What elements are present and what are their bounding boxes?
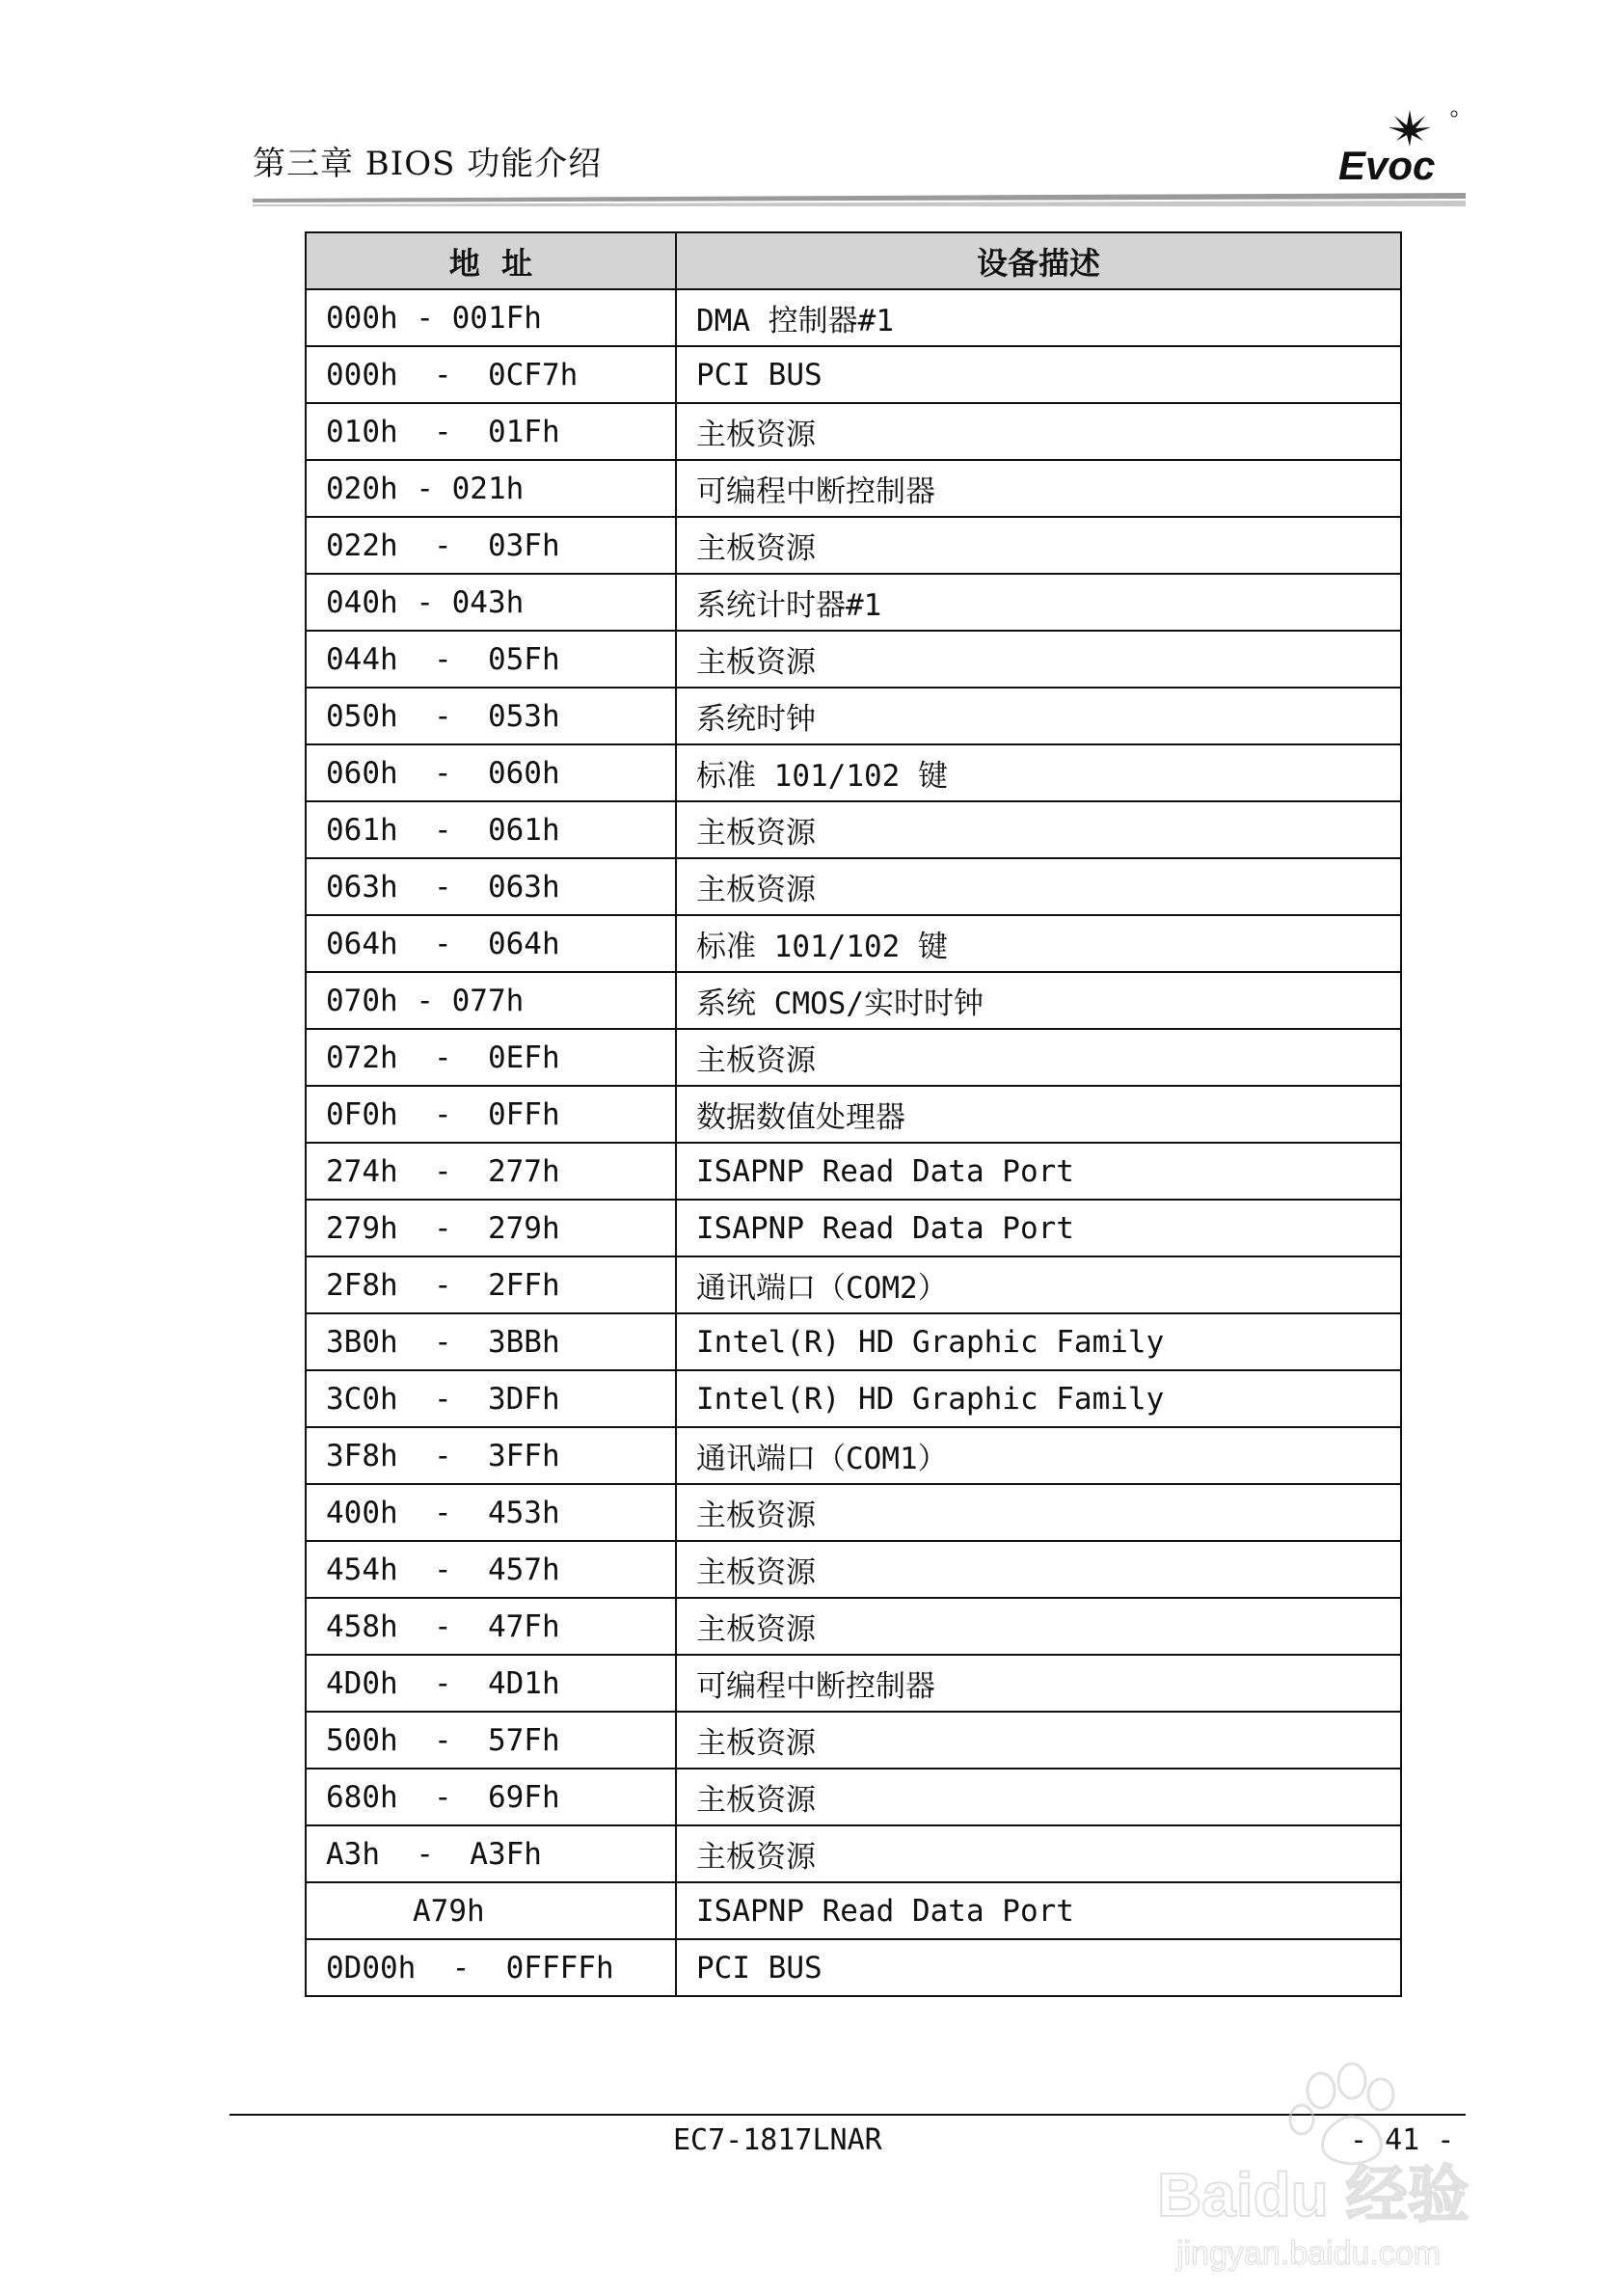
table-row — [306, 801, 1401, 858]
table-row — [306, 1427, 1401, 1484]
table-header-row — [306, 232, 1401, 289]
device-cell: 主板资源 — [676, 1769, 1401, 1825]
address-cell: 500h - 57Fh — [306, 1712, 676, 1769]
table-row — [306, 1712, 1401, 1769]
table-row — [306, 744, 1401, 801]
header-rule — [253, 193, 1466, 208]
table-row — [306, 1484, 1401, 1541]
chapter-title: 第三章 BIOS 功能介绍 — [253, 145, 603, 183]
device-cell: 可编程中断控制器 — [676, 1655, 1401, 1712]
address-cell: 061h - 061h — [306, 801, 676, 858]
footer-model: EC7-1817LNAR — [673, 2123, 882, 2157]
table-row — [306, 1769, 1401, 1825]
device-cell: 主板资源 — [676, 1029, 1401, 1086]
device-cell: 系统 CMOS/实时时钟 — [676, 972, 1401, 1029]
device-cell: 可编程中断控制器 — [676, 460, 1401, 517]
address-cell: 060h - 060h — [306, 744, 676, 801]
device-cell: 主板资源 — [676, 1598, 1401, 1655]
device-cell: ISAPNP Read Data Port — [676, 1143, 1401, 1200]
address-cell: 022h - 03Fh — [306, 517, 676, 574]
device-cell: 标准 101/102 键 — [676, 744, 1401, 801]
device-cell: 主板资源 — [676, 1484, 1401, 1541]
device-cell: 系统计时器#1 — [676, 574, 1401, 631]
address-cell: 000h - 0CF7h — [306, 346, 676, 403]
address-cell: 4D0h - 4D1h — [306, 1655, 676, 1712]
device-cell: 主板资源 — [676, 1712, 1401, 1769]
table-row — [306, 631, 1401, 688]
address-cell: A79h — [306, 1882, 676, 1939]
table-row — [306, 289, 1401, 346]
address-cell: 3F8h - 3FFh — [306, 1427, 676, 1484]
page-number: - 41 - — [1350, 2123, 1455, 2157]
svg-text:Evoc: Evoc — [1338, 143, 1436, 185]
table-row — [306, 1143, 1401, 1200]
address-cell: 070h - 077h — [306, 972, 676, 1029]
address-cell: 458h - 47Fh — [306, 1598, 676, 1655]
device-cell: 主板资源 — [676, 1541, 1401, 1598]
table-row — [306, 1029, 1401, 1086]
device-cell: PCI BUS — [676, 346, 1401, 403]
address-cell: 279h - 279h — [306, 1200, 676, 1256]
table-row — [306, 1825, 1401, 1882]
table-row — [306, 1882, 1401, 1939]
address-cell: A3h - A3Fh — [306, 1825, 676, 1882]
table-row — [306, 972, 1401, 1029]
table-row — [306, 688, 1401, 744]
table-row — [306, 460, 1401, 517]
address-cell: 274h - 277h — [306, 1143, 676, 1200]
header-address: 地 址 — [306, 232, 676, 289]
device-cell: 主板资源 — [676, 858, 1401, 915]
address-cell: 020h - 021h — [306, 460, 676, 517]
header-device: 设备描述 — [676, 232, 1401, 289]
device-cell: 主板资源 — [676, 403, 1401, 460]
table-row — [306, 1086, 1401, 1143]
device-cell: 通讯端口（COM1） — [676, 1427, 1401, 1484]
table-row — [306, 1598, 1401, 1655]
address-cell: 454h - 457h — [306, 1541, 676, 1598]
device-cell: 数据数值处理器 — [676, 1086, 1401, 1143]
device-cell: 主板资源 — [676, 631, 1401, 688]
device-cell: DMA 控制器#1 — [676, 289, 1401, 346]
device-cell: ISAPNP Read Data Port — [676, 1882, 1401, 1939]
address-cell: 0F0h - 0FFh — [306, 1086, 676, 1143]
device-cell: 标准 101/102 键 — [676, 915, 1401, 972]
address-cell: 040h - 043h — [306, 574, 676, 631]
table-row — [306, 517, 1401, 574]
address-cell: 680h - 69Fh — [306, 1769, 676, 1825]
address-cell: 050h - 053h — [306, 688, 676, 744]
table-row — [306, 403, 1401, 460]
table-row — [306, 1256, 1401, 1313]
table-row — [306, 1655, 1401, 1712]
address-cell: 400h - 453h — [306, 1484, 676, 1541]
device-cell: ISAPNP Read Data Port — [676, 1200, 1401, 1256]
table-row — [306, 1313, 1401, 1370]
watermark-brand: Baidu 经验 — [1157, 2160, 1470, 2229]
address-cell: 064h - 064h — [306, 915, 676, 972]
device-cell: Intel(R) HD Graphic Family — [676, 1370, 1401, 1427]
address-cell: 010h - 01Fh — [306, 403, 676, 460]
device-cell: 系统时钟 — [676, 688, 1401, 744]
device-cell: 主板资源 — [676, 1825, 1401, 1882]
table-row — [306, 1939, 1401, 1996]
baidu-watermark — [1138, 2052, 1543, 2274]
table-row — [306, 574, 1401, 631]
address-cell: 063h - 063h — [306, 858, 676, 915]
device-cell: 主板资源 — [676, 517, 1401, 574]
table-row — [306, 1370, 1401, 1427]
address-cell: 000h - 001Fh — [306, 289, 676, 346]
address-cell: 072h - 0EFh — [306, 1029, 676, 1086]
io-address-table — [305, 231, 1402, 1997]
address-cell: 3C0h - 3DFh — [306, 1370, 676, 1427]
table-row — [306, 1541, 1401, 1598]
table-row — [306, 346, 1401, 403]
address-cell: 3B0h - 3BBh — [306, 1313, 676, 1370]
table-row — [306, 1200, 1401, 1256]
evoc-logo — [1338, 108, 1462, 185]
device-cell: 主板资源 — [676, 801, 1401, 858]
address-cell: 044h - 05Fh — [306, 631, 676, 688]
table-row — [306, 858, 1401, 915]
address-cell: 0D00h - 0FFFFh — [306, 1939, 676, 1996]
device-cell: Intel(R) HD Graphic Family — [676, 1313, 1401, 1370]
address-cell: 2F8h - 2FFh — [306, 1256, 676, 1313]
device-cell: 通讯端口（COM2） — [676, 1256, 1401, 1313]
watermark-url: jingyan.baidu.com — [1176, 2235, 1442, 2272]
device-cell: PCI BUS — [676, 1939, 1401, 1996]
table-row — [306, 915, 1401, 972]
